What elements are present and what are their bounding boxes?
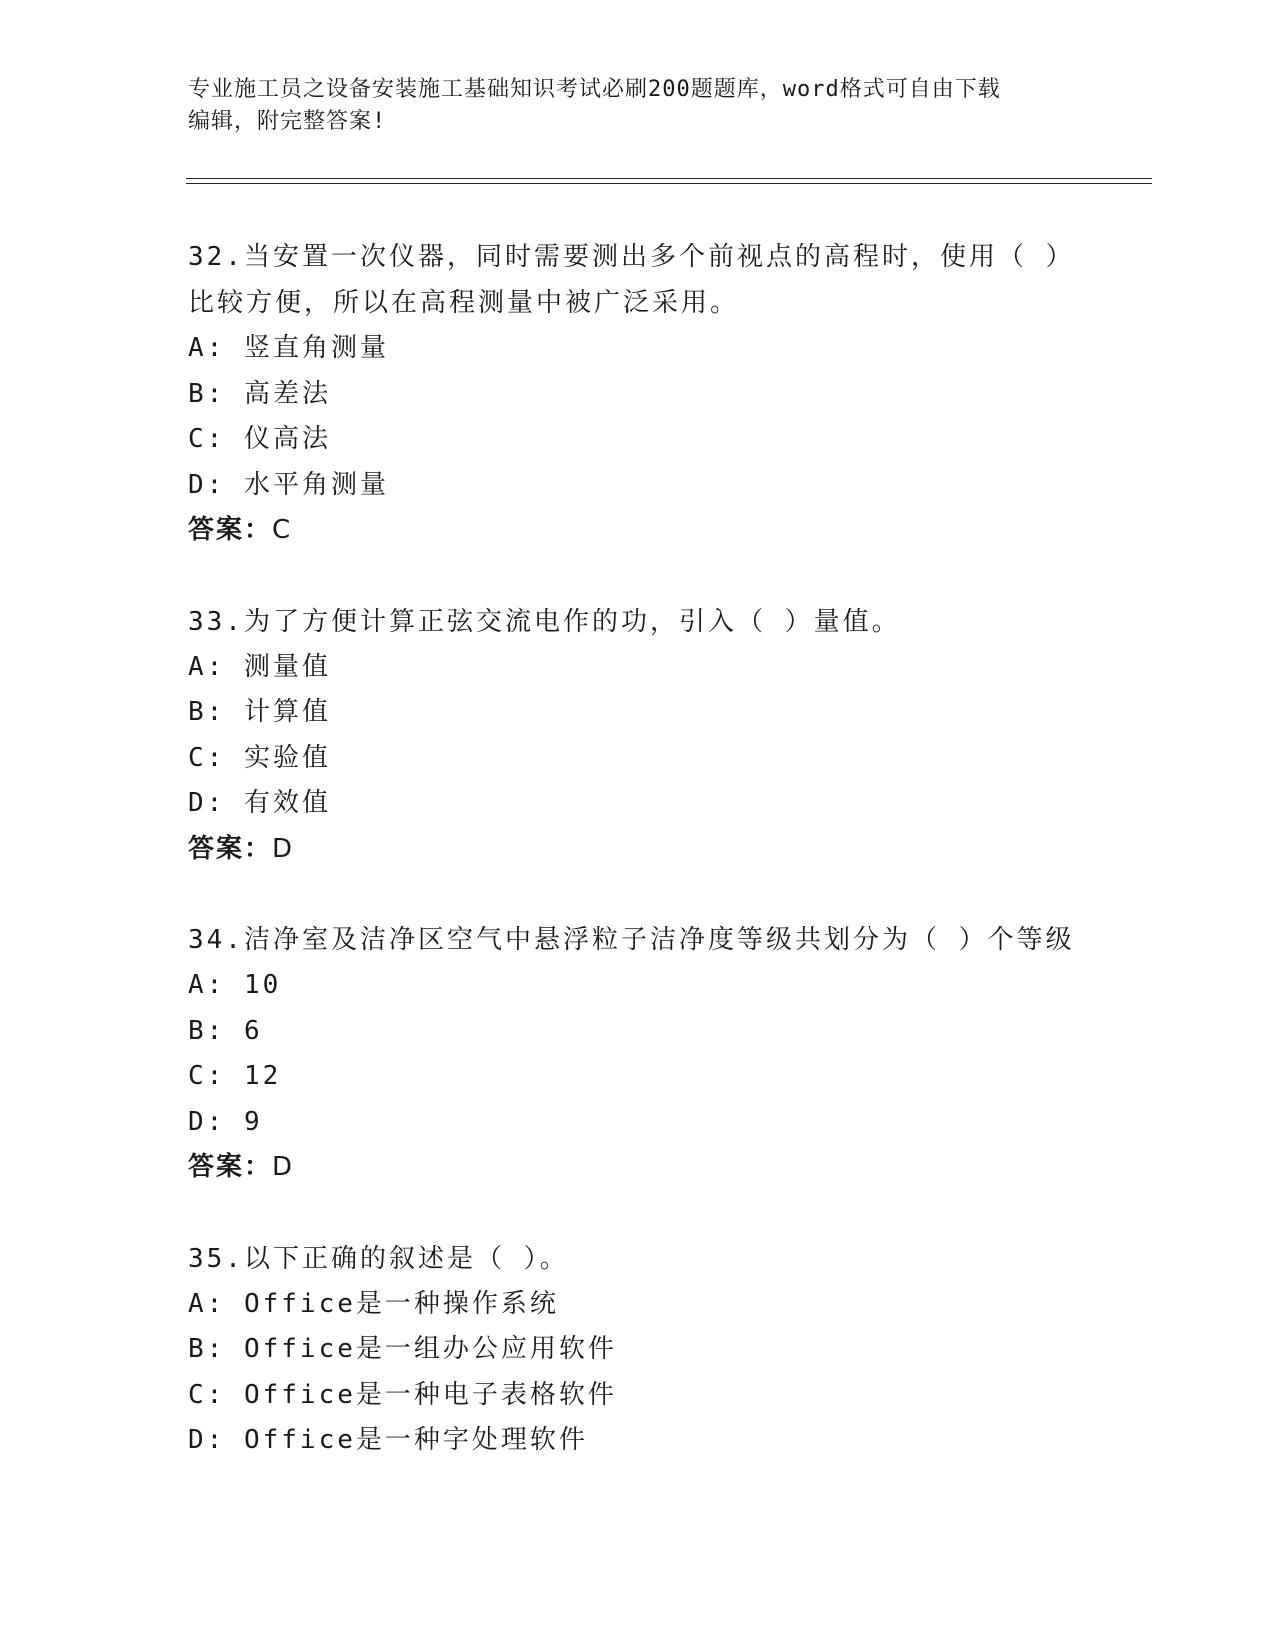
question-text: 34.洁净室及洁净区空气中悬浮粒子洁净度等级共划分为（ ）个等级 bbox=[188, 925, 1075, 955]
document-header bbox=[188, 74, 1088, 138]
question-32 bbox=[188, 234, 1088, 554]
option-a: A: 10 bbox=[188, 970, 282, 1000]
answer-line bbox=[188, 827, 1088, 873]
option-c: C: Office是一种电子表格软件 bbox=[188, 1379, 617, 1410]
answer-label: 答案： bbox=[188, 515, 273, 545]
header-line-1: 专业施工员之设备安装施工基础知识考试必刷200题题库，word格式可自由下载 bbox=[188, 77, 1001, 102]
option-c: C: 仪高法 bbox=[188, 424, 331, 454]
answer-line bbox=[188, 508, 1088, 554]
question-text: 33.为了方便计算正弦交流电作的功，引入（ ）量值。 bbox=[188, 606, 901, 637]
header-divider-top bbox=[186, 178, 1152, 179]
option-d: D: 水平角测量 bbox=[188, 469, 389, 500]
option-b: B: 6 bbox=[188, 1015, 263, 1046]
answer-label: 答案： bbox=[188, 1152, 273, 1182]
question-35 bbox=[188, 1236, 1088, 1464]
option-a: A: 竖直角测量 bbox=[188, 333, 389, 363]
option-b: B: Office是一组办公应用软件 bbox=[188, 1334, 617, 1364]
header-divider-bottom bbox=[186, 183, 1152, 184]
option-d: D: 9 bbox=[188, 1106, 263, 1137]
header-line-2: 编辑，附完整答案! bbox=[188, 109, 387, 134]
question-text-continued: 比较方便，所以在高程测量中被广泛采用。 bbox=[188, 288, 740, 318]
option-d: D: 有效值 bbox=[188, 788, 331, 818]
answer-value: D bbox=[272, 1152, 295, 1182]
answer-value: D bbox=[272, 833, 295, 864]
question-text: 35.以下正确的叙述是（ ）。 bbox=[188, 1243, 569, 1274]
question-text: 32.当安置一次仪器，同时需要测出多个前视点的高程时，使用（ ） bbox=[188, 242, 1075, 272]
option-b: B: 计算值 bbox=[188, 697, 331, 727]
option-b: B: 高差法 bbox=[188, 378, 331, 409]
answer-line bbox=[188, 1145, 1088, 1191]
option-d: D: Office是一种字处理软件 bbox=[188, 1425, 588, 1455]
option-a: A: 测量值 bbox=[188, 651, 331, 682]
question-33 bbox=[188, 599, 1088, 873]
question-34 bbox=[188, 917, 1088, 1191]
option-c: C: 实验值 bbox=[188, 742, 331, 773]
question-list bbox=[188, 234, 1088, 1509]
answer-value: C bbox=[272, 515, 293, 545]
option-a: A: Office是一种操作系统 bbox=[188, 1288, 559, 1319]
option-c: C: 12 bbox=[188, 1061, 282, 1091]
answer-label: 答案： bbox=[188, 833, 273, 864]
